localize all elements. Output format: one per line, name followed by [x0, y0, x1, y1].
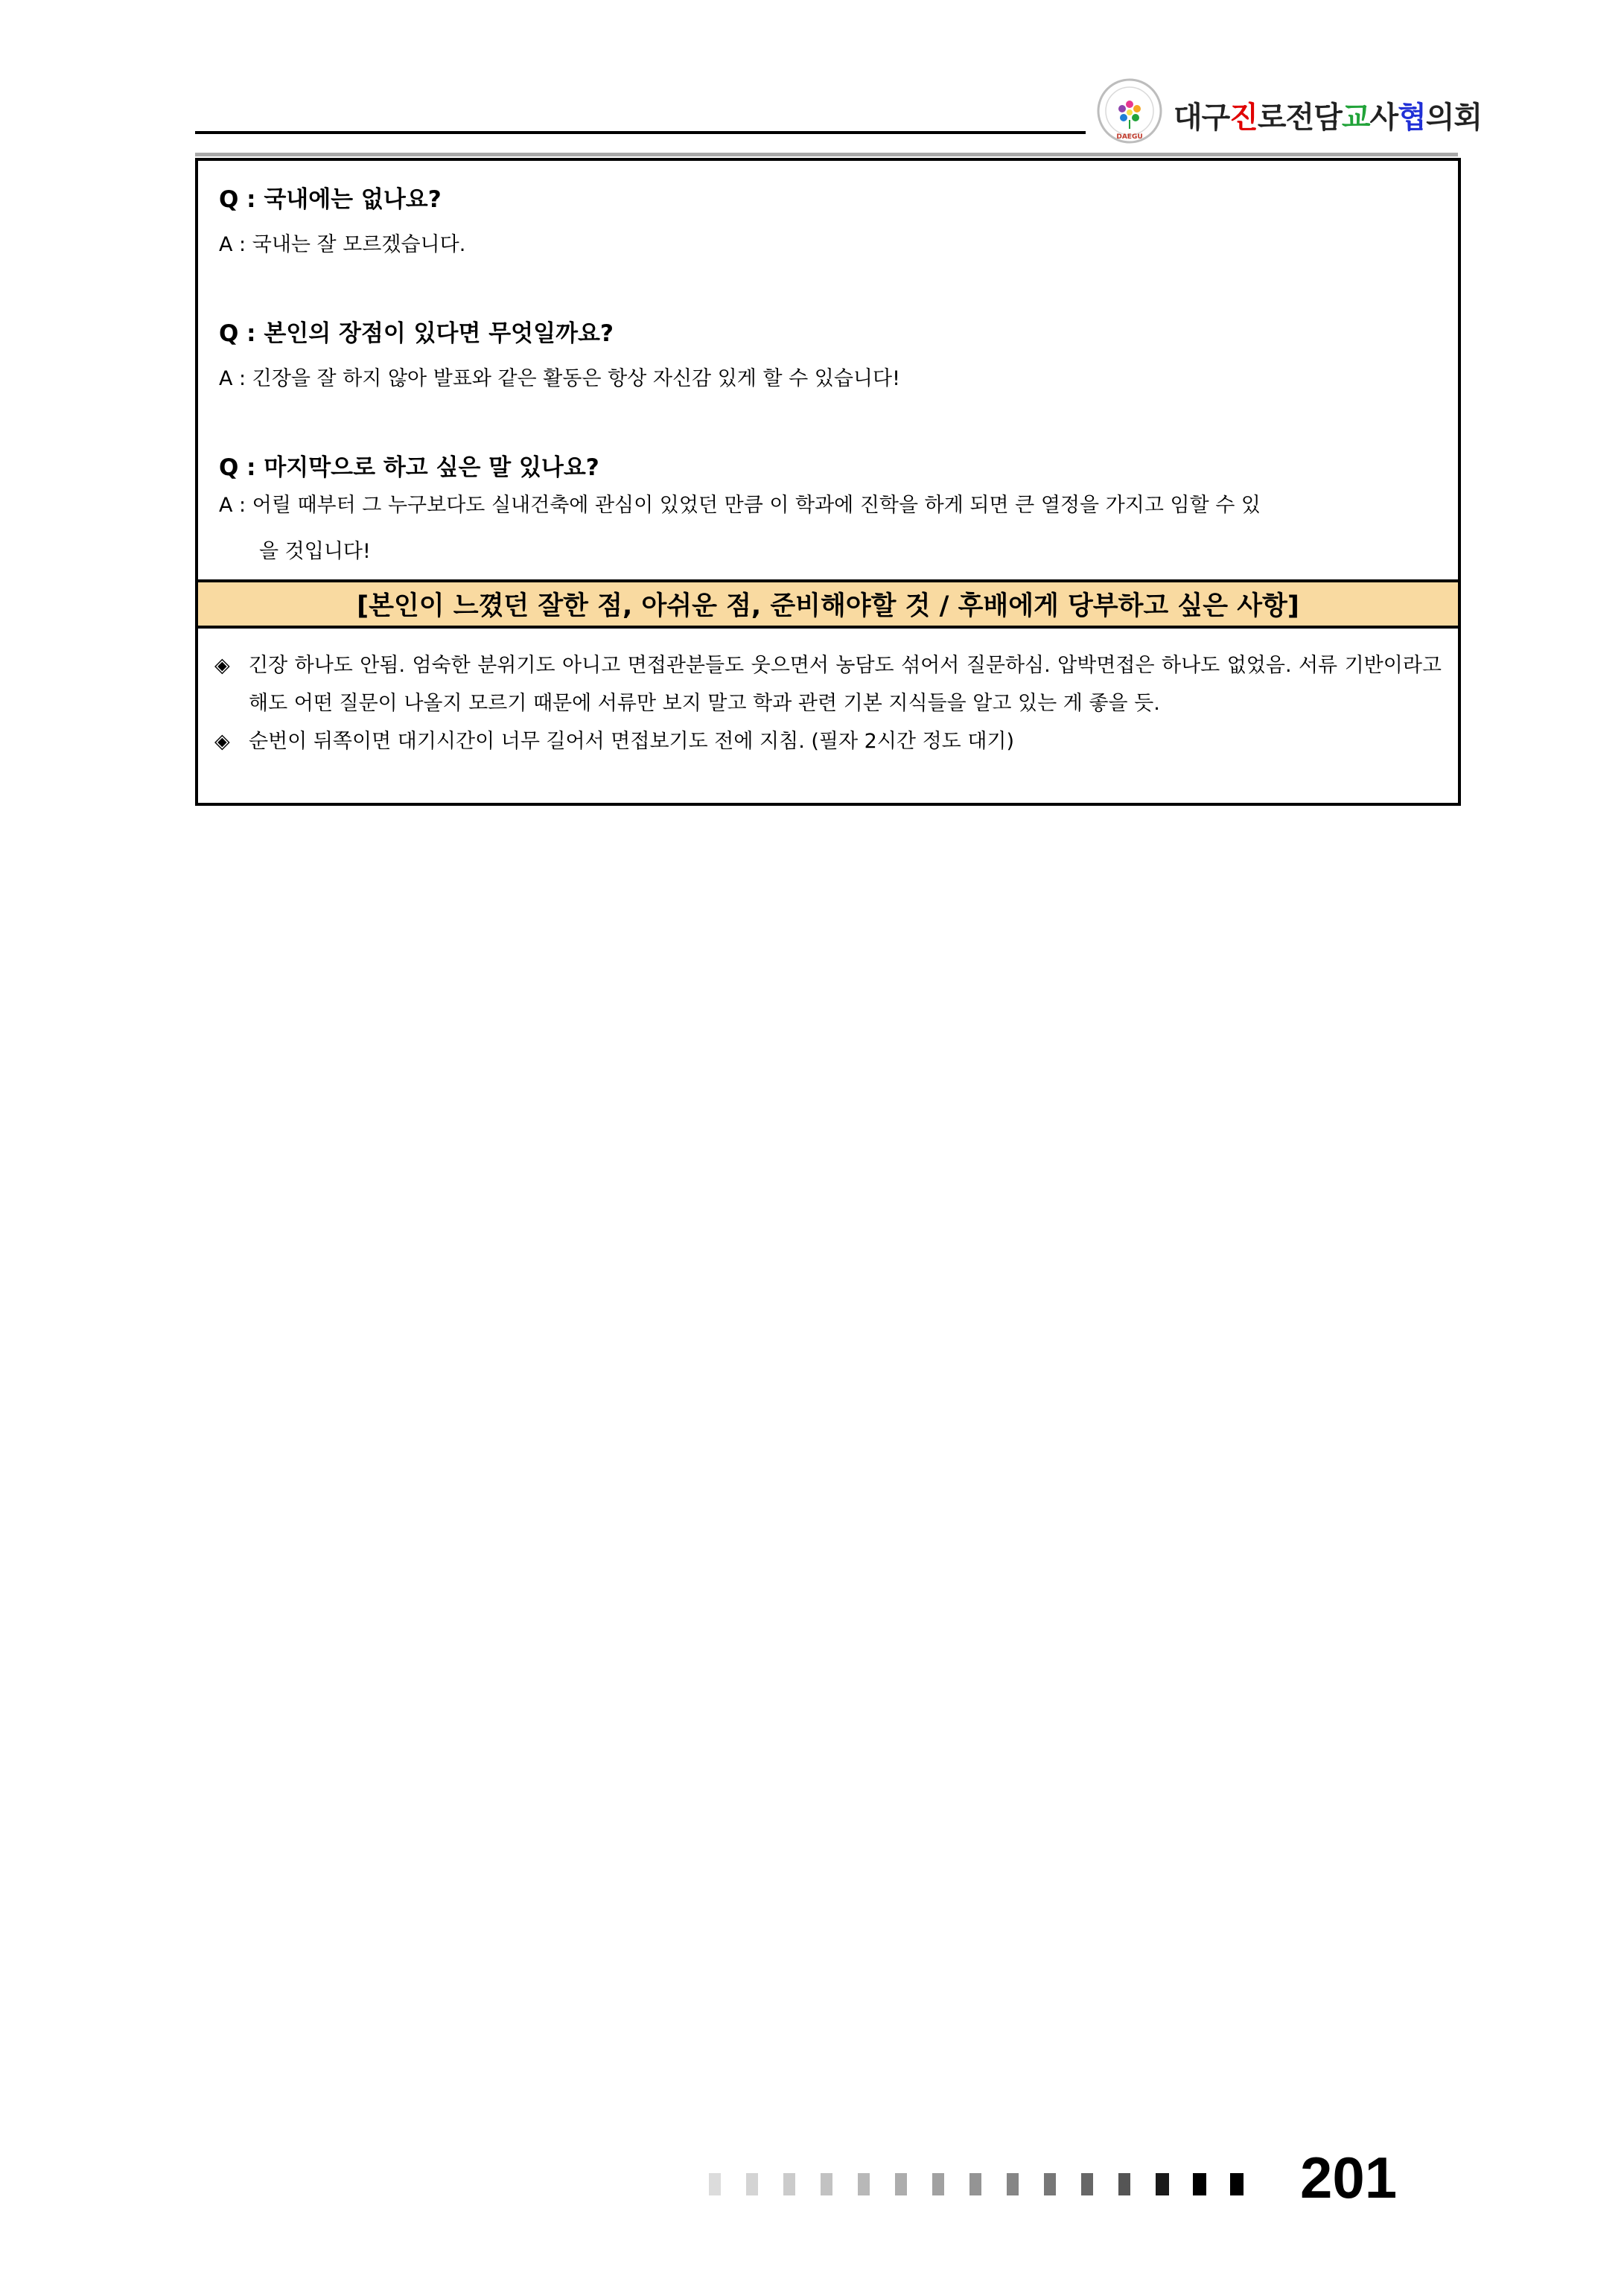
answer-3-line-2: 을 것입니다! [259, 540, 371, 563]
note-text: 순번이 뒤쪽이면 대기시간이 너무 길어서 면접보기도 전에 지침. (필자 2시간 정도 대기) [249, 730, 1015, 753]
note-item [214, 722, 1442, 760]
answer-2: A : 긴장을 잘 하지 않아 발표와 같은 활동은 항상 자신감 있게 할 수 있습니다! [219, 367, 900, 390]
org-name-part: 로전담 [1257, 101, 1342, 135]
org-name-part: 대구 [1174, 101, 1230, 135]
svg-text:DAEGU: DAEGU [1116, 133, 1143, 141]
question-3: Q : 마지막으로 하고 싶은 말 있나요? [219, 454, 599, 481]
flower-emblem-icon [1096, 77, 1163, 144]
answer-3 [219, 483, 1440, 575]
org-name-part: 진 [1229, 101, 1258, 135]
org-name-part: 사 [1369, 101, 1398, 135]
header-rule-gray [195, 153, 1458, 156]
org-name-part: 협 [1398, 101, 1426, 135]
interview-box [195, 158, 1461, 806]
header-rule [195, 131, 1086, 134]
note-text: 긴장 하나도 안됨. 엄숙한 분위기도 아니고 면접관분들도 웃으면서 농담도 섞어서 질문하심. 압박면접은 하나도 없었음. 서류 기반이라고 해도 어떤 질문이 나올지 모르기 때문에 서류만 보지 말고 학과 관련 기본 지식들을 알고 있는 게 좋을 듯. [249, 654, 1442, 715]
org-name-part: 교 [1341, 101, 1370, 135]
answer-1: A : 국내는 잘 모르겠습니다. [219, 233, 466, 256]
question-1: Q : 국내에는 없나요? [219, 186, 442, 213]
answer-3-line-1: A : 어릴 때부터 그 누구보다도 실내건축에 관심이 있었던 만큼 이 학과에 진학을 하게 되면 큰 열정을 가지고 임할 수 있 [219, 494, 1261, 517]
notes-list [214, 646, 1442, 760]
org-name-part: 의회 [1425, 101, 1483, 135]
diamond-bullet-icon: ◈ [214, 730, 230, 753]
question-2: Q : 본인의 장점이 있다면 무엇일까요? [219, 320, 614, 347]
diamond-bullet-icon: ◈ [214, 654, 230, 677]
qa-section [198, 161, 1458, 579]
org-name [1174, 94, 1482, 136]
footer-decoration-bars [709, 2170, 1275, 2198]
section-banner: [본인이 느꼈던 잘한 점, 아쉬운 점, 준비해야할 것 / 후배에게 당부하고 싶은 사항] [198, 579, 1458, 629]
note-item [214, 646, 1442, 722]
page-number: 201 [1300, 2145, 1398, 2210]
